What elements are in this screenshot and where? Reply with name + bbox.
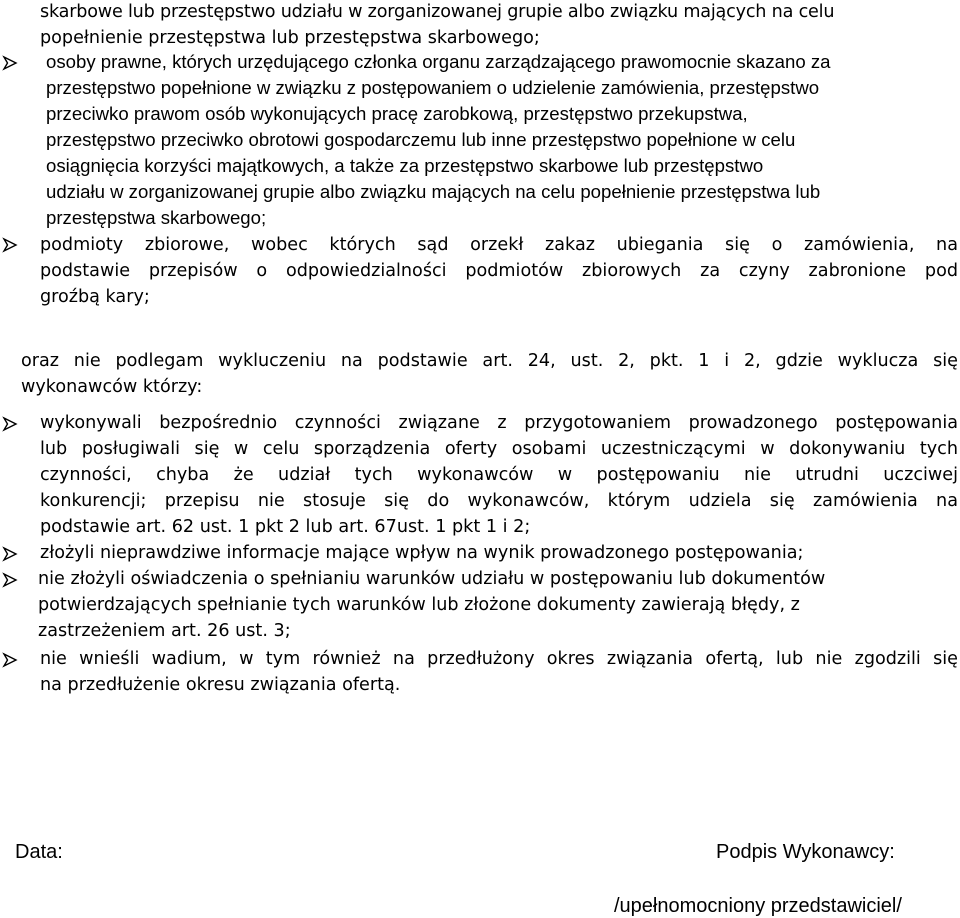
text-line: czynności, chyba że udział tych wykonawców w postępowaniu nie utrudni uczciwej <box>40 465 958 485</box>
text-line: skarbowe lub przestępstwo udziału w zorganizowanej grupie albo związku mających na celu <box>40 2 835 22</box>
arrow-bullet-icon <box>2 572 20 590</box>
text-line: popełnienie przestępstwa lub przestępstwa skarbowego; <box>40 28 540 48</box>
arrow-bullet-icon <box>2 416 20 434</box>
text-line: oraz nie podlegam wykluczeniu na podstawie art. 24, ust. 2, pkt. 1 i 2, gdzie wyklucza się <box>21 351 958 371</box>
signature-label: Podpis Wykonawcy: <box>716 841 895 863</box>
text-line: nie wnieśli wadium, w tym również na przedłużony okres związania ofertą, lub nie zgodzili się <box>40 649 958 669</box>
text-line: zastrzeżeniem art. 26 ust. 3; <box>38 621 291 641</box>
text-line: udziału w zorganizowanej grupie albo związku mających na celu popełnienie przestępstwa lub <box>46 181 821 202</box>
list-item-legal-entities <box>46 49 958 231</box>
text-line: przestępstwo popełnione w związku z postępowaniem o udzielenie zamówienia, przestępstwo <box>46 77 820 98</box>
text-line: osiągnięcia korzyści majątkowych, a także za przestępstwo skarbowe lub przestępstwo <box>46 155 764 176</box>
text-line: nie złożyli oświadczenia o spełnianiu warunków udziału w postępowaniu lub dokumentów <box>38 569 826 589</box>
text-line: potwierdzających spełnianie tych warunków lub złożone dokumenty zawierają błędy, z <box>38 595 800 615</box>
text-line: konkurencji; przepisu nie stosuje się do wykonawców, którym udziela się zamówienia na <box>40 491 958 511</box>
text-line: przeciwko prawom osób wykonujących pracę zarobkową, przestępstwo przekupstwa, <box>46 103 748 124</box>
arrow-bullet-icon <box>2 55 20 73</box>
text-line: na przedłużenie okresu związania ofertą. <box>40 675 401 695</box>
text-line: przestępstwa skarbowego; <box>46 207 267 228</box>
date-label: Data: <box>15 841 63 863</box>
representative-label: /upełnomocniony przedstawiciel/ <box>614 895 902 917</box>
text-line: wykonywali bezpośrednio czynności związane z przygotowaniem prowadzonego postępowania <box>40 413 958 433</box>
list-item-false-information <box>40 540 958 566</box>
list-item-direct-participation <box>40 410 958 540</box>
text-line: lub posługiwali się w celu sporządzenia oferty osobami uczestniczącymi w dokonywaniu tych <box>40 439 958 459</box>
arrow-bullet-icon <box>2 652 20 670</box>
continuation-paragraph <box>40 0 952 51</box>
list-item-missing-statement <box>38 566 956 644</box>
list-item-collective-entities <box>40 232 958 310</box>
text-line: wykonawców którzy: <box>21 377 203 397</box>
arrow-bullet-icon <box>2 237 20 255</box>
text-line: podmioty zbiorowe, wobec których sąd orzekł zakaz ubiegania się o zamówienia, na <box>40 235 958 255</box>
text-line: groźbą kary; <box>40 287 150 307</box>
list-item-no-deposit <box>40 646 958 698</box>
text-line: podstawie art. 62 ust. 1 pkt 2 lub art. 67ust. 1 pkt 1 i 2; <box>40 517 531 537</box>
text-line: osoby prawne, których urzędującego członka organu zarządzającego prawomocnie skazano za <box>46 51 831 72</box>
declaration-paragraph <box>21 348 958 400</box>
text-line: złożyli nieprawdziwe informacje mające wpływ na wynik prowadzonego postępowania; <box>40 543 804 563</box>
text-line: podstawie przepisów o odpowiedzialności podmiotów zbiorowych za czyny zabronione pod <box>40 261 958 281</box>
text-line: przestępstwo przeciwko obrotowi gospodarczemu lub inne przestępstwo popełnione w celu <box>46 129 796 150</box>
arrow-bullet-icon <box>2 546 20 564</box>
